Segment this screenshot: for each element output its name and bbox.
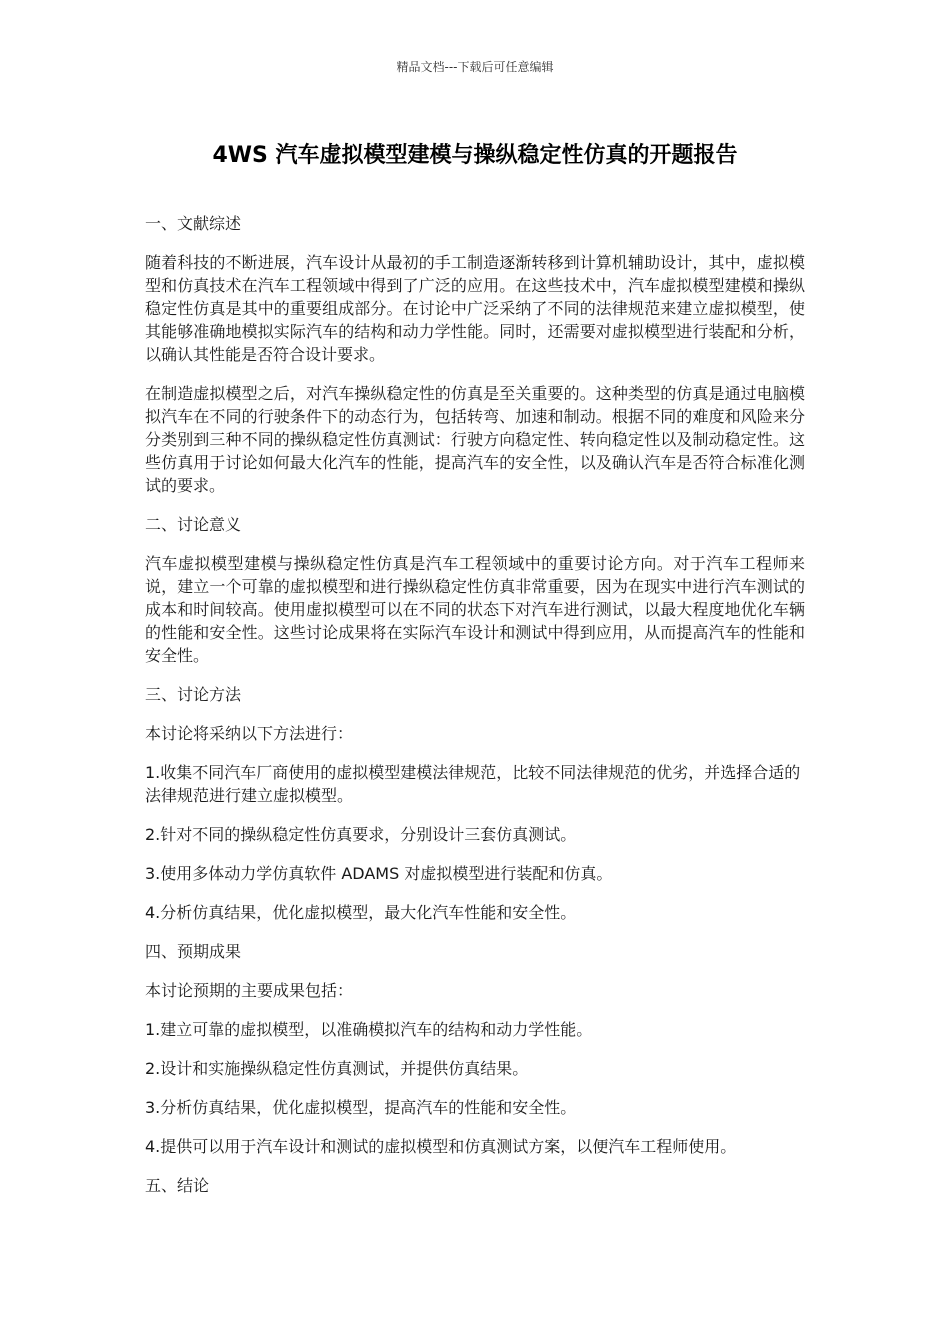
paragraph: 本讨论将采纳以下方法进行： bbox=[145, 724, 354, 743]
list-item: 4.分析仿真结果，优化虚拟模型，最大化汽车性能和安全性。 bbox=[145, 903, 577, 922]
document-body bbox=[145, 212, 805, 1213]
section-heading-expected-results: 四、预期成果 bbox=[145, 942, 242, 961]
list-item: 1.建立可靠的虚拟模型，以准确模拟汽车的结构和动力学性能。 bbox=[145, 1020, 593, 1039]
list-item: 2.针对不同的操纵稳定性仿真要求，分别设计三套仿真测试。 bbox=[145, 825, 577, 844]
section-heading-methods: 三、讨论方法 bbox=[145, 685, 242, 704]
section-heading-conclusion: 五、结论 bbox=[145, 1176, 210, 1195]
list-item: 3.分析仿真结果，优化虚拟模型，提高汽车的性能和安全性。 bbox=[145, 1098, 577, 1117]
paragraph: 本讨论预期的主要成果包括： bbox=[145, 981, 354, 1000]
document-title: 4WS 汽车虚拟模型建模与操纵稳定性仿真的开题报告 bbox=[212, 143, 738, 168]
list-item: 2.设计和实施操纵稳定性仿真测试，并提供仿真结果。 bbox=[145, 1059, 529, 1078]
page-header-note: 精品文档---下载后可任意编辑 bbox=[396, 60, 554, 74]
list-item: 3.使用多体动力学仿真软件 ADAMS 对虚拟模型进行装配和仿真。 bbox=[145, 864, 613, 883]
section-heading-significance: 二、讨论意义 bbox=[145, 515, 242, 534]
list-item: 4.提供可以用于汽车设计和测试的虚拟模型和仿真测试方案，以便汽车工程师使用。 bbox=[145, 1137, 737, 1156]
list-item: 1.收集不同汽车厂商使用的虚拟模型建模法律规范，比较不同法律规范的优劣，并选择合适的法律规范进行建立虚拟模型。 bbox=[145, 763, 801, 805]
paragraph: 在制造虚拟模型之后，对汽车操纵稳定性的仿真是至关重要的。这种类型的仿真是通过电脑模拟汽车在不同的行驶条件下的动态行为，包括转弯、加速和制动。根据不同的难度和风险来分分类别到三种不同的操纵稳定性仿真测试：行驶方向稳定性、转向稳定性以及制动稳定性。这些仿真用于讨论如何最大化汽车的性能，提高汽车的安全性，以及确认汽车是否符合标准化测试的要求。 bbox=[145, 384, 805, 495]
paragraph: 汽车虚拟模型建模与操纵稳定性仿真是汽车工程领域中的重要讨论方向。对于汽车工程师来说，建立一个可靠的虚拟模型和进行操纵稳定性仿真非常重要，因为在现实中进行汽车测试的成本和时间较高。使用虚拟模型可以在不同的状态下对汽车进行测试，以最大程度地优化车辆的性能和安全性。这些讨论成果将在实际汽车设计和测试中得到应用，从而提高汽车的性能和安全性。 bbox=[145, 554, 805, 665]
paragraph: 随着科技的不断进展，汽车设计从最初的手工制造逐渐转移到计算机辅助设计，其中，虚拟模型和仿真技术在汽车工程领域中得到了广泛的应用。在这些技术中，汽车虚拟模型建模和操纵稳定性仿真是其中的重要组成部分。在讨论中广泛采纳了不同的法律规范来建立虚拟模型，使其能够准确地模拟实际汽车的结构和动力学性能。同时，还需要对虚拟模型进行装配和分析，以确认其性能是否符合设计要求。 bbox=[145, 253, 805, 364]
section-heading-literature-review: 一、文献综述 bbox=[145, 214, 242, 233]
